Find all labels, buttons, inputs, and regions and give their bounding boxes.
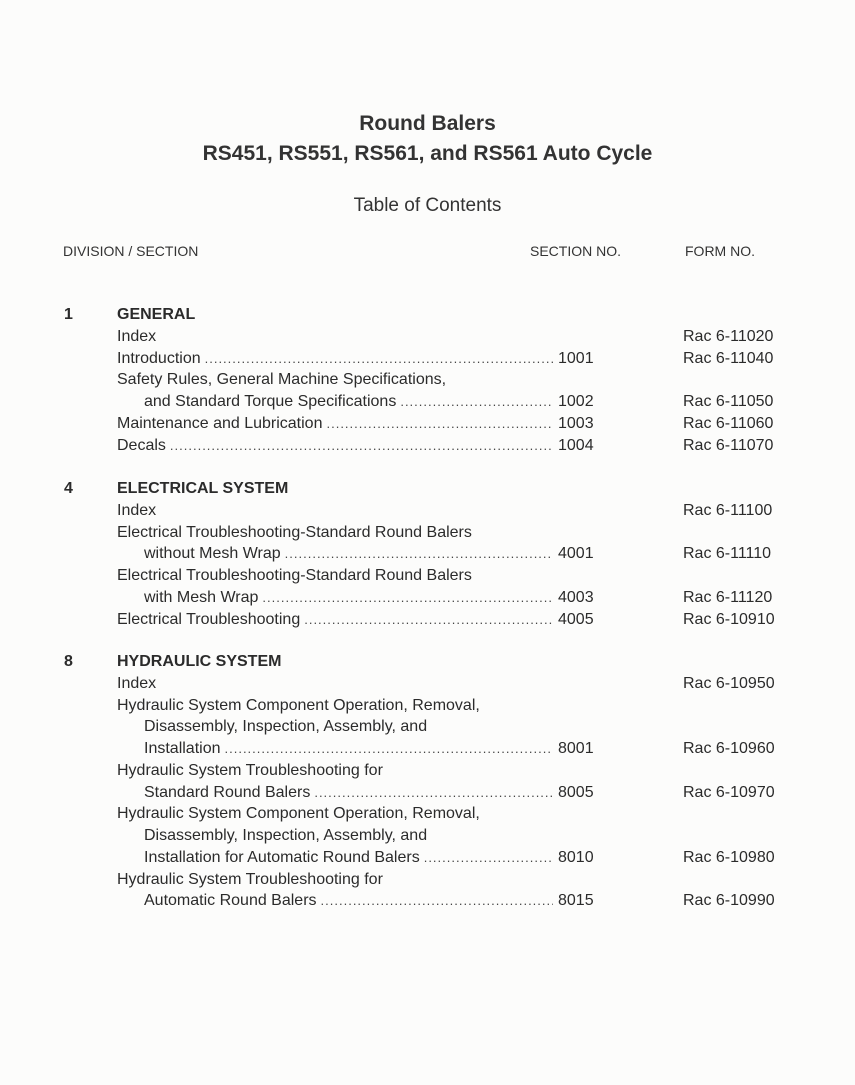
- division-heading: [0, 478, 855, 500]
- entry-title: Disassembly, Inspection, Assembly, and: [144, 827, 428, 844]
- entry-title: Disassembly, Inspection, Assembly, and: [144, 718, 428, 736]
- entry-title: Decals: [117, 436, 166, 454]
- entry-title: Introduction: [117, 349, 201, 367]
- form-number: Rac 6-10980: [683, 848, 775, 866]
- division-title: HYDRAULIC SYSTEM: [117, 653, 282, 670]
- toc-entry-line: [0, 825, 855, 847]
- entry-title: Hydraulic System Troubleshooting for: [117, 761, 383, 779]
- column-header-section-no: SECTION NO.: [530, 243, 622, 259]
- toc-entry-line: [0, 348, 855, 370]
- leader-dots: [225, 738, 554, 760]
- entry-title: without Mesh Wrap: [144, 545, 281, 563]
- toc-entry-line: [0, 565, 855, 587]
- leader-dots: [400, 391, 553, 413]
- leader-dots: [205, 348, 553, 370]
- toc-entry-line: [0, 326, 855, 348]
- toc-entry-line: [0, 716, 855, 738]
- form-number: Rac 6-11060: [683, 414, 774, 432]
- toc-entry-line: [0, 369, 855, 391]
- form-number: Rac 6-11070: [683, 436, 774, 454]
- entry-title: Standard Round Balers: [144, 783, 311, 801]
- leader-dots: [314, 782, 553, 804]
- entry-title: Hydraulic System Component Operation, Removal,: [117, 696, 480, 714]
- section-number: 4005: [558, 610, 594, 628]
- form-number: Rac 6-11020: [683, 327, 774, 345]
- entry-title: Hydraulic System Component Operation, Removal,: [117, 805, 480, 823]
- document-model-line: RS451, RS551, RS561, and RS561 Auto Cycle: [202, 142, 653, 165]
- leader-dots: [424, 847, 553, 869]
- entry-title: Installation: [144, 740, 221, 757]
- toc-entry-line: [0, 543, 855, 565]
- toc-entry-line: [0, 413, 855, 435]
- division-title: GENERAL: [117, 306, 196, 323]
- form-number: Rac 6-11100: [683, 501, 773, 519]
- leader-dots: [321, 890, 553, 912]
- form-number: Rac 6-10910: [683, 610, 775, 628]
- toc-entry-line: [0, 782, 855, 804]
- form-number: Rac 6-11050: [683, 393, 774, 410]
- toc-entry-line: [0, 500, 855, 522]
- entry-title: Safety Rules, General Machine Specifications,: [117, 371, 447, 389]
- leader-dots: [170, 435, 553, 457]
- entry-title: and Standard Torque Specifications: [144, 393, 397, 410]
- toc-entry-line: [0, 587, 855, 609]
- leader-dots: [326, 413, 553, 435]
- toc-entry-line: [0, 803, 855, 825]
- division-number: 4: [64, 480, 73, 497]
- entry-title: Index: [117, 327, 157, 345]
- entry-title: Electrical Troubleshooting: [117, 610, 301, 628]
- section-number: 4003: [558, 588, 594, 606]
- section-number: 8001: [558, 740, 594, 757]
- toc-entry-line: [0, 738, 855, 760]
- entry-title: Index: [117, 501, 157, 519]
- form-number: Rac 6-10970: [683, 783, 775, 801]
- entry-title: with Mesh Wrap: [144, 588, 259, 606]
- form-number: Rac 6-11040: [683, 349, 774, 367]
- toc-entry-line: [0, 695, 855, 717]
- form-number: Rac 6-11110: [683, 545, 772, 563]
- form-number: Rac 6-10990: [683, 892, 775, 910]
- toc-entry-line: [0, 391, 855, 413]
- section-number: 4001: [558, 545, 594, 563]
- entry-title: Hydraulic System Troubleshooting for: [117, 870, 383, 888]
- column-header-division: DIVISION / SECTION: [63, 243, 199, 259]
- leader-dots: [262, 587, 553, 609]
- section-number: 8005: [558, 783, 594, 801]
- division-number: 1: [64, 306, 73, 323]
- form-number: Rac 6-10950: [683, 674, 775, 692]
- toc-entry-line: [0, 760, 855, 782]
- entry-title: Electrical Troubleshooting-Standard Round Balers: [117, 523, 472, 541]
- toc-entry-line: [0, 869, 855, 891]
- toc-entry-line: [0, 847, 855, 869]
- entry-title: Electrical Troubleshooting-Standard Round Balers: [117, 567, 472, 584]
- division-heading: [0, 304, 855, 326]
- leader-dots: [304, 609, 553, 631]
- form-number: Rac 6-11120: [683, 588, 773, 606]
- section-number: 1002: [558, 393, 594, 410]
- column-header-form-no: FORM NO.: [685, 243, 755, 259]
- entry-title: Installation for Automatic Round Balers: [144, 848, 420, 866]
- document-title: Round Balers: [359, 112, 496, 135]
- toc-entry-line: [0, 522, 855, 544]
- leader-dots: [285, 543, 553, 565]
- entry-title: Index: [117, 674, 157, 692]
- entry-title: Automatic Round Balers: [144, 892, 317, 910]
- section-number: 8010: [558, 848, 594, 866]
- division-title: ELECTRICAL SYSTEM: [117, 480, 289, 497]
- form-number: Rac 6-10960: [683, 740, 775, 757]
- toc-heading: Table of Contents: [353, 195, 502, 216]
- entry-title: Maintenance and Lubrication: [117, 414, 323, 432]
- toc-entry-line: [0, 673, 855, 695]
- division-heading: [0, 651, 855, 673]
- toc-entry-line: [0, 609, 855, 631]
- section-number: 1001: [558, 349, 594, 367]
- toc-entry-line: [0, 435, 855, 457]
- division-number: 8: [64, 653, 73, 670]
- section-number: 1003: [558, 414, 594, 432]
- section-number: 1004: [558, 436, 594, 454]
- toc-entry-line: [0, 890, 855, 912]
- section-number: 8015: [558, 892, 594, 910]
